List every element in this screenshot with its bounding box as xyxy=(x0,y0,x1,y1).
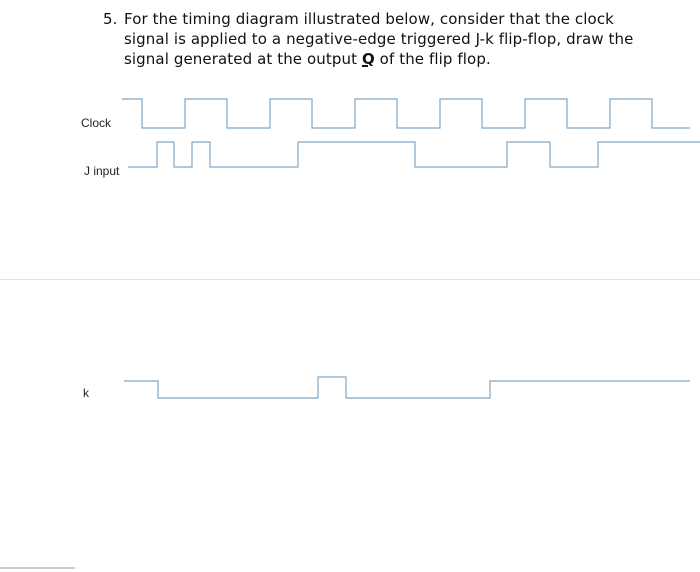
bottom-rule xyxy=(0,567,75,569)
clock-label: Clock xyxy=(81,116,112,130)
question-text-line-3-start: signal generated at the output xyxy=(124,50,362,68)
k-input-label: k xyxy=(83,386,89,400)
question-text-line-2: signal is applied to a negative-edge triggered J-k flip-flop, draw the xyxy=(124,30,634,48)
j-input-waveform xyxy=(128,142,700,167)
question-number: 5. xyxy=(103,10,118,28)
clock-waveform xyxy=(122,99,690,128)
j-input-label: J input xyxy=(84,164,120,178)
k-input-waveform xyxy=(124,377,690,398)
question-text-line-3-end: of the flip flop. xyxy=(374,50,491,68)
output-q-symbol: Q xyxy=(361,50,375,68)
question-text-line-1: For the timing diagram illustrated below, consider that the clock xyxy=(124,10,614,28)
section-divider xyxy=(0,279,700,280)
